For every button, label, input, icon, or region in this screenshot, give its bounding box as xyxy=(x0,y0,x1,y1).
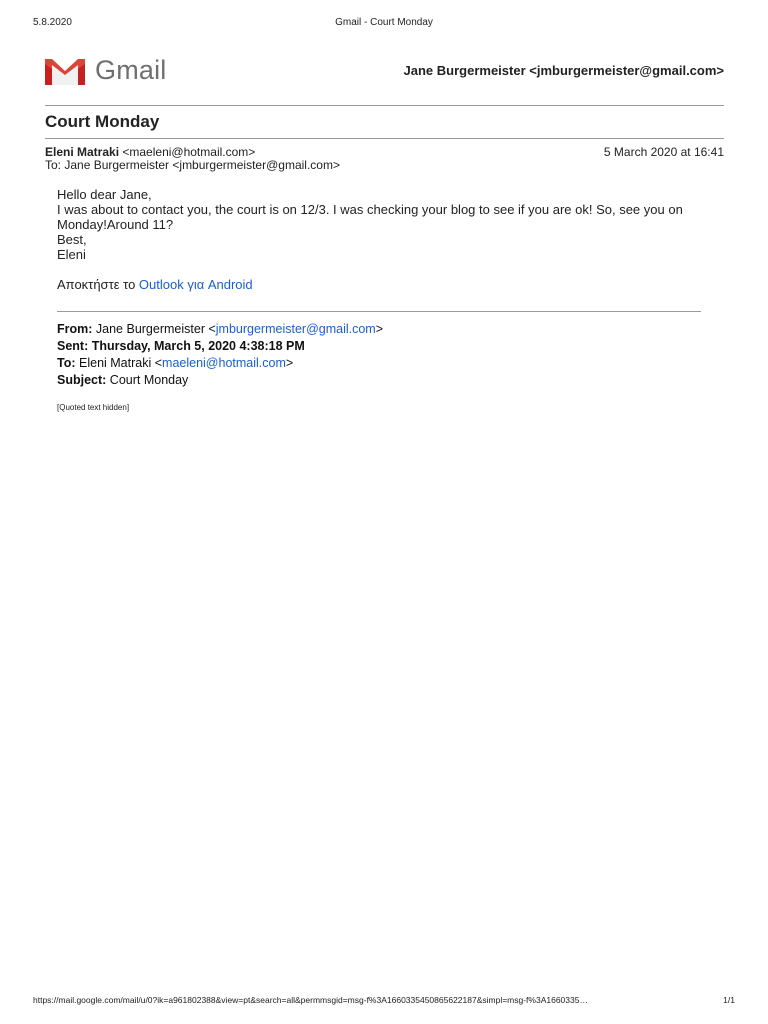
body-line: Best, xyxy=(57,232,87,247)
sender-name: Eleni Matraki xyxy=(45,145,120,159)
thread-subject: Court Monday xyxy=(45,112,160,131)
quoted-sent-label: Sent: xyxy=(57,339,89,353)
quoted-header xyxy=(57,321,383,389)
quoted-from-email-link[interactable]: jmburgermeister@gmail.com xyxy=(215,322,376,336)
account-label: Jane Burgermeister <jmburgermeister@gmail.com> xyxy=(403,63,724,78)
body-line: Eleni xyxy=(57,247,86,262)
quoted-subject-value: Court Monday xyxy=(109,373,189,387)
print-date: 5.8.2020 xyxy=(33,17,72,28)
quoted-from-name: Jane Burgermeister < xyxy=(95,322,216,336)
body-line: Hello dear Jane, xyxy=(57,187,152,202)
outlook-android-link[interactable]: Outlook για Android xyxy=(138,277,253,292)
gmail-logo xyxy=(45,55,167,86)
quoted-to-close: > xyxy=(285,356,294,370)
quoted-from xyxy=(57,321,383,338)
quoted-from-close: > xyxy=(375,322,384,336)
header-divider xyxy=(45,105,724,106)
quoted-subject-label: Subject: xyxy=(57,373,107,387)
quote-divider xyxy=(57,311,701,312)
quoted-sent-value: Thursday, March 5, 2020 4:38:18 PM xyxy=(91,339,305,353)
signature-prefix: Αποκτήστε το xyxy=(57,277,139,292)
quoted-sent xyxy=(57,338,383,355)
print-footer-url: https://mail.google.com/mail/u/0?ik=a961802388&view=pt&search=all&permmsgid=msg-f%3A1660335450865622187&simpl=msg-f%3A1660335… xyxy=(33,995,588,1005)
quoted-to-label: To: xyxy=(57,356,76,370)
sender-email: <maeleni@hotmail.com> xyxy=(122,145,256,159)
gmail-logo-text: Gmail xyxy=(95,55,167,85)
message-recipient: To: Jane Burgermeister <jmburgermeister@gmail.com> xyxy=(45,158,340,172)
signature xyxy=(57,277,707,292)
message-date: 5 March 2020 at 16:41 xyxy=(603,145,724,159)
subject-divider xyxy=(45,138,724,139)
quoted-to-name: Eleni Matraki < xyxy=(79,356,163,370)
quoted-to xyxy=(57,355,383,372)
quoted-subject xyxy=(57,372,383,389)
gmail-envelope-icon xyxy=(45,57,85,85)
print-title: Gmail - Court Monday xyxy=(335,17,433,28)
body-line: I was about to contact you, the court is on 12/3. I was checking your blog to see if you are ok! So, see you on Monday!Around 11? xyxy=(57,202,683,232)
quoted-text-hidden[interactable]: [Quoted text hidden] xyxy=(57,403,130,412)
quoted-to-email-link[interactable]: maeleni@hotmail.com xyxy=(162,356,286,370)
message-body xyxy=(57,187,707,292)
quoted-from-label: From: xyxy=(57,322,93,336)
message-sender xyxy=(45,145,255,159)
print-footer-page: 1/1 xyxy=(723,995,735,1005)
